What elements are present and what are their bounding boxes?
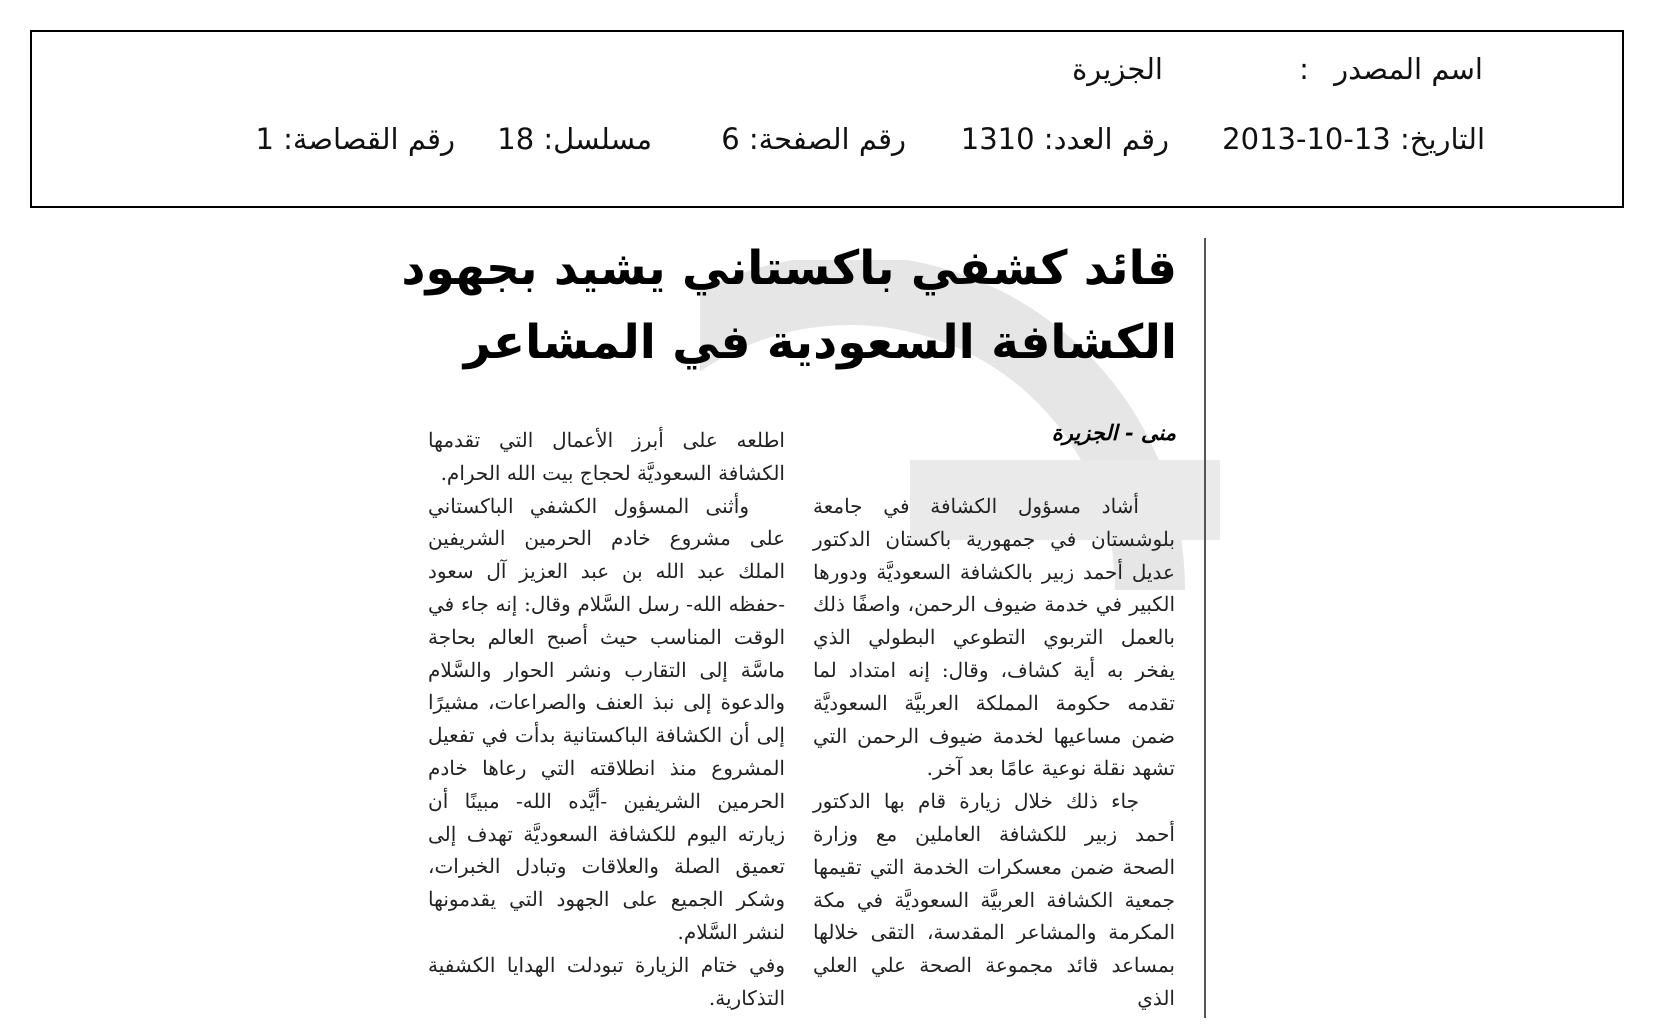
headline-line-1: قائد كشفي باكستاني يشيد بجهود — [401, 241, 1177, 296]
paragraph: جاء ذلك خلال زيارة قام بها الدكتور أحمد زبير للكشافة العاملين مع وزارة الصحة ضمن معسكرات الخدمة التي تقيمها جمعية الكشافة العربيَّة السعوديَّة في مكة المكرمة والمشاعر المقدسة، التقى خلالها بمساعد قائد مجموعة الصحة علي العلي الذي — [813, 789, 1175, 1010]
byline: منى - الجزيرة — [1051, 420, 1176, 445]
source-label — [1299, 52, 1483, 86]
paragraph: أشاد مسؤول الكشافة في جامعة بلوشستان في جمهورية باكستان الدكتور عديل أحمد زبير بالكشافة السعوديَّة ودورها الكبير في خدمة ضيوف الرحمن، واصفًا ذلك بالعمل التربوي التطوعي البطولي الذي يفخر به أية كشاف، وقال: إنه امتداد لما تقدمه حكومة المملكة العربيَّة السعوديَّة ضمن مساعيها لخدمة ضيوف الرحمن التي تشهد نقلة نوعية عامًا بعد آخر. — [813, 494, 1175, 781]
article-column-1 — [813, 490, 1175, 1015]
article-column-2 — [428, 424, 785, 1014]
issue-number-field: رقم العدد: 1310 — [960, 122, 1169, 156]
page-number-field: رقم الصفحة: 6 — [721, 122, 906, 156]
source-label-colon: : — [1299, 52, 1309, 86]
serial-field: مسلسل: 18 — [497, 122, 652, 156]
column-rule — [1204, 238, 1206, 1018]
paragraph: وأثنى المسؤول الكشفي الباكستاني على مشروع خادم الحرمين الشريفين الملك عبد الله بن عبد العزيز آل سعود -حفظه الله- رسل السَّلام وقال: إنه جاء في الوقت المناسب حيث أصبح العالم بحاجة ماسَّة إلى التقارب ونشر الحوار والسَّلام والدعوة إلى نبذ العنف والصراعات، مشيرًا إلى أن الكشافة الباكستانية بدأت في تفعيل المشروع منذ انطلاقته التي رعاها خادم الحرمين الشريفين -أيَّده الله- مبينًا أن زيارته اليوم للكشافة السعوديَّة تهدف إلى تعميق الصلة والعلاقات وتبادل الخبرات، وشكر الجميع على الجهود التي يقدمونها لنشر السَّلام. — [428, 493, 785, 944]
article-headline — [401, 232, 1177, 380]
source-label-text: اسم المصدر — [1334, 52, 1483, 86]
headline-line-2: الكشافة السعودية في المشاعر — [463, 315, 1177, 370]
date-field: التاريخ: 13-10-2013 — [1222, 122, 1485, 156]
paragraph: وفي ختام الزيارة تبودلت الهدايا الكشفية التذكارية. — [428, 952, 785, 1010]
paragraph: اطلعه على أبرز الأعمال التي تقدمها الكشافة السعوديَّة لحجاج بيت الله الحرام. — [428, 428, 785, 485]
source-value: الجزيرة — [1072, 52, 1163, 86]
clip-number-field: رقم القصاصة: 1 — [255, 122, 455, 156]
